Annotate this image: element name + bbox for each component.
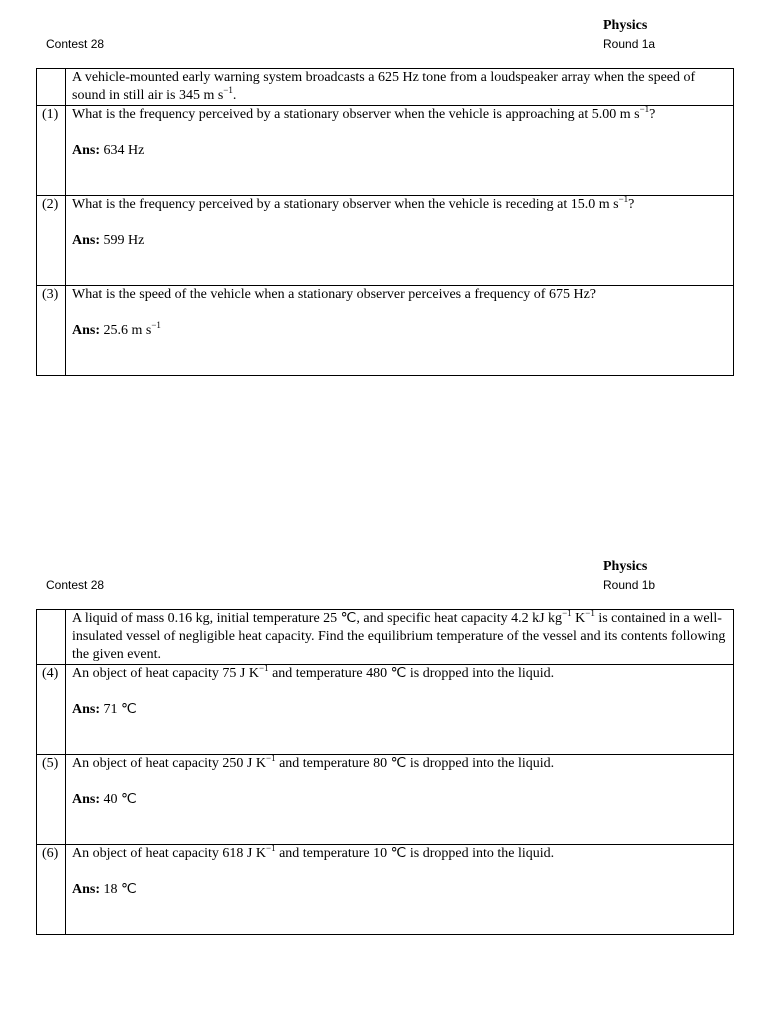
- question-number: (5): [37, 755, 66, 845]
- round-label: Round 1a: [603, 37, 656, 51]
- question-row: [37, 106, 734, 196]
- question-row: [37, 196, 734, 286]
- answer: Ans: 18 ℃: [72, 882, 137, 897]
- question-text: An object of heat capacity 618 J $K^{-1}$ and temperature 10 ℃ is dropped into the liquid.: [72, 843, 555, 861]
- subject-title: Physics: [603, 18, 648, 33]
- intro-row: [37, 610, 734, 665]
- question-row: [37, 755, 734, 845]
- question-cell: [66, 755, 734, 845]
- question-cell: [66, 106, 734, 196]
- answer: Ans: 634 Hz: [72, 143, 145, 158]
- question-number: (4): [37, 665, 66, 755]
- question-cell: [66, 286, 734, 376]
- question-number: (2): [37, 196, 66, 286]
- question-text: An object of heat capacity 75 J $K^{-1}$ and temperature 480 ℃ is dropped into the liquid.: [72, 663, 555, 681]
- question-text: An object of heat capacity 250 J $K^{-1}$ and temperature 80 ℃ is dropped into the liquid.: [72, 753, 555, 771]
- intro-text: A liquid of mass 0.16 kg, initial temperature 25 ℃, and specific heat capacity 4.2 kJ $kg^{-1}$ $K^{-1}$ is contained in a well-insulated vessel of negligible heat capacity. Find the equilibrium temperature of the vessel and its contents following the given event.: [66, 610, 734, 665]
- answer: Ans: 40 ℃: [72, 792, 137, 807]
- question-cell: [66, 196, 734, 286]
- question-cell: [66, 665, 734, 755]
- question-cell: [66, 845, 734, 935]
- answer: Ans: 25.6 m $s^{-1}$: [72, 320, 161, 338]
- question-text: What is the frequency perceived by a stationary observer when the vehicle is receding at 15.0 m $s^{-1}$?: [72, 194, 635, 212]
- answer: Ans: 599 Hz: [72, 233, 145, 248]
- question-row: [37, 665, 734, 755]
- question-row: [37, 286, 734, 376]
- question-row: [37, 845, 734, 935]
- number-cell: [37, 69, 66, 106]
- contest-label: Contest 28: [46, 37, 105, 51]
- question-number: (1): [37, 106, 66, 196]
- subject-title: Physics: [603, 559, 648, 574]
- question-text: What is the speed of the vehicle when a stationary observer perceives a frequency of 675 Hz?: [72, 287, 597, 302]
- question-number: (3): [37, 286, 66, 376]
- question-table: [36, 68, 734, 376]
- question-table: [36, 609, 734, 935]
- question-number: (6): [37, 845, 66, 935]
- intro-row: [37, 69, 734, 106]
- intro-text: A vehicle-mounted early warning system broadcasts a 625 Hz tone from a loudspeaker array when the speed of sound in still air is 345 m $s^{-1}$.: [66, 69, 734, 106]
- contest-label: Contest 28: [46, 578, 105, 592]
- number-cell: [37, 610, 66, 665]
- answer: Ans: 71 ℃: [72, 702, 137, 717]
- round-label: Round 1b: [603, 578, 656, 592]
- question-text: What is the frequency perceived by a stationary observer when the vehicle is approaching at 5.00 m $s^{-1}$?: [72, 104, 656, 122]
